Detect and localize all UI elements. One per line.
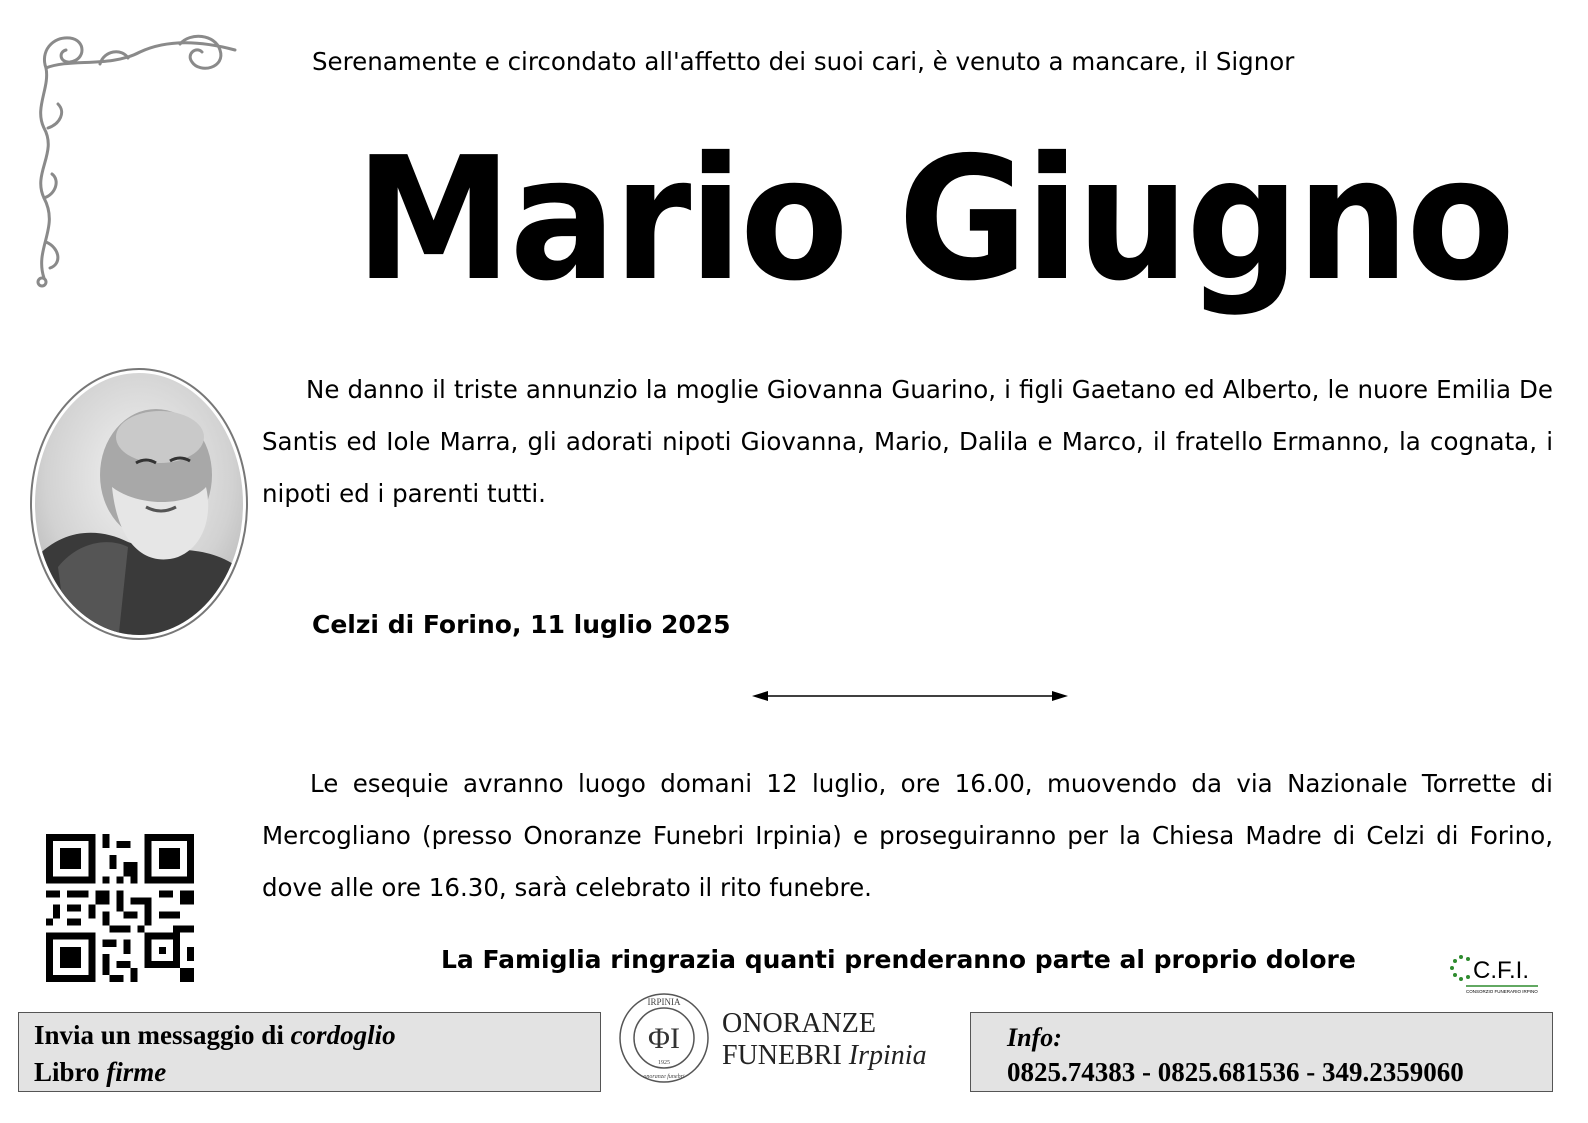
condolence-link[interactable]: Invia un messaggio di cordoglio: [34, 1020, 396, 1050]
portrait-photo: [28, 367, 250, 642]
funeral-home-line2: FUNEBRI Irpinia: [722, 1040, 927, 1071]
info-box: [970, 1012, 1553, 1092]
place-and-date: Celzi di Forino, 11 luglio 2025: [312, 610, 731, 639]
cfi-logo-subtext: CONSORZIO FUNERARIO IRPINO: [1466, 989, 1538, 994]
funeral-home-seal-icon: [618, 992, 710, 1084]
funeral-home-line1: ONORANZE: [722, 1008, 876, 1039]
intro-text: Serenamente e circondato all'affetto dei suoi cari, è venuto a mancare, il Signor: [312, 47, 1295, 76]
cfi-logo-text: C.F.I.: [1473, 957, 1530, 984]
info-label: Info:: [1007, 1023, 1062, 1052]
funeral-details: Le esequie avranno luogo domani 12 luglio, ore 16.00, muovendo da via Nazionale Torrette di Mercogliano (presso Onoranze Funebri Irpinia) e proseguiranno per la Chiesa Madre di Celzi di Forino, dove alle ore 16.30, sarà celebrato il rito funebre.: [262, 769, 1553, 902]
svg-text:onoranze funebri: onoranze funebri: [643, 1074, 685, 1080]
deceased-name: Mario Giugno: [355, 121, 1513, 319]
condolence-box[interactable]: [18, 1012, 601, 1092]
svg-text:IRPINIA: IRPINIA: [647, 997, 681, 1007]
corner-ornament-icon: [30, 28, 245, 290]
phone-numbers[interactable]: 0825.74383 - 0825.681536 - 349.2359060: [1007, 1057, 1464, 1087]
family-announcement: Ne danno il triste annunzio la moglie Giovanna Guarino, i figli Gaetano ed Alberto, le nuore Emilia De Santis ed Iole Marra, gli adorati nipoti Giovanna, Mario, Dalila e Marco, il fratello Ermanno, la cognata, i nipoti ed i parenti tutti.: [262, 375, 1553, 508]
guestbook-link[interactable]: Libro firme: [34, 1057, 167, 1087]
thanks-message: La Famiglia ringrazia quanti prenderanno parte al proprio dolore: [441, 945, 1356, 974]
svg-text:1925: 1925: [658, 1060, 670, 1066]
double-arrow-divider: [750, 686, 1070, 706]
qr-code-icon[interactable]: [46, 834, 194, 982]
funeral-home-name: [722, 1008, 927, 1072]
svg-text:ΦΙ: ΦΙ: [648, 1022, 680, 1055]
cfi-logo: [1446, 948, 1540, 998]
